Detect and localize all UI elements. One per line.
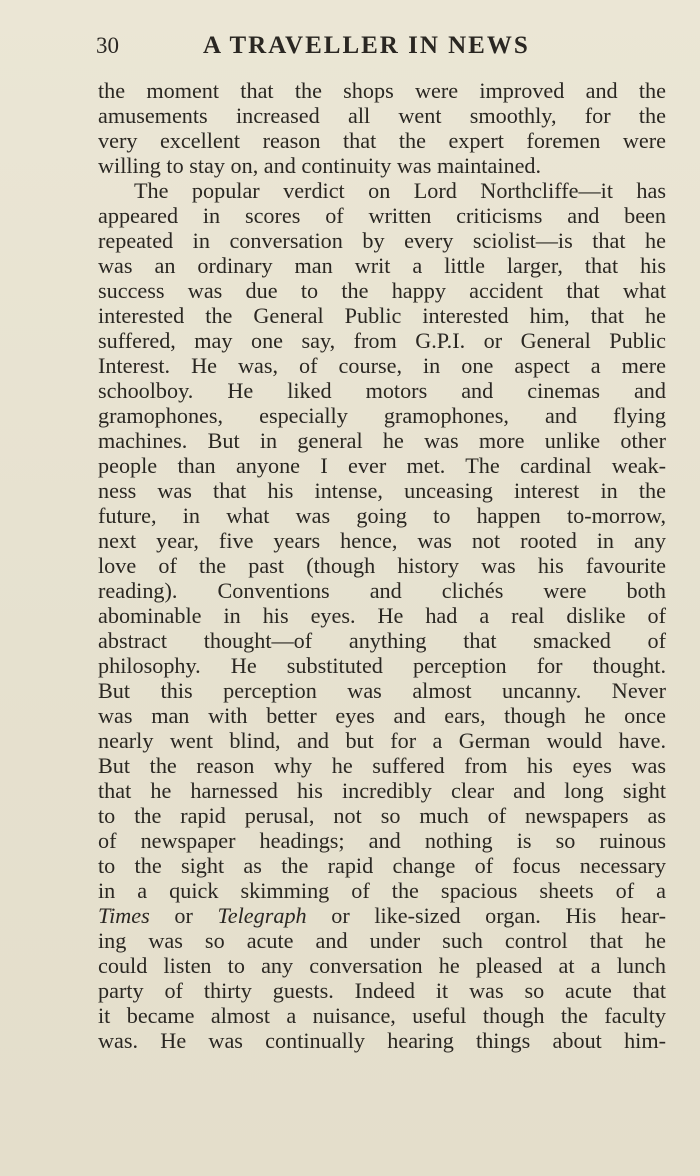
text-line: ness was that his intense, unceasing interest in the [98,478,666,503]
text-line: The popular verdict on Lord Northcliffe—it has [134,178,666,203]
text-line: could listen to any conversation he pleased at a lunch [98,953,666,978]
text-line: gramophones, especially gramophones, and flying [98,403,666,428]
text-fragment: or [149,903,218,928]
text-line: But this perception was almost uncanny. Never [98,678,666,703]
body-text [98,78,666,1053]
text-line: machines. But in general he was more unlike other [98,428,666,453]
italic-telegraph: Telegraph [217,903,307,928]
text-line: appeared in scores of written criticisms and been [98,203,666,228]
text-line: next year, five years hence, was not rooted in any [98,528,666,553]
text-line: abstract thought—of anything that smacked of [98,628,666,653]
text-line: party of thirty guests. Indeed it was so acute that [98,978,666,1003]
text-line: suffered, may one say, from G.P.I. or General Public [98,328,666,353]
page-header [96,30,576,62]
text-line: to the sight as the rapid change of focus necessary [98,853,666,878]
text-line: was man with better eyes and ears, though he once [98,703,666,728]
text-line: to the rapid perusal, not so much of newspapers as [98,803,666,828]
page-number: 30 [96,33,119,58]
text-line: repeated in conversation by every sciolist—is that he [98,228,666,253]
text-line [98,903,666,928]
text-line: willing to stay on, and continuity was maintained. [98,153,542,178]
text-line: future, in what was going to happen to-morrow, [98,503,666,528]
text-line: that he harnessed his incredibly clear and long sight [98,778,666,803]
text-line: ing was so acute and under such control that he [98,928,666,953]
text-line: people than anyone I ever met. The cardinal weak- [98,453,666,478]
text-line: interested the General Public interested him, that he [98,303,666,328]
text-line: Interest. He was, of course, in one aspect a mere [98,353,666,378]
text-line: it became almost a nuisance, useful though the faculty [98,1003,666,1028]
text-line: But the reason why he suffered from his eyes was [98,753,666,778]
text-line: of newspaper headings; and nothing is so ruinous [98,828,666,853]
text-line: schoolboy. He liked motors and cinemas and [98,378,666,403]
italic-times: Times [98,903,150,928]
text-line: the moment that the shops were improved and the [98,78,666,103]
text-line: abominable in his eyes. He had a real dislike of [98,603,666,628]
text-line: reading). Conventions and clichés were both [98,578,666,603]
text-line: in a quick skimming of the spacious sheets of a [98,878,666,903]
text-line: was an ordinary man writ a little larger, that his [98,253,666,278]
text-line: nearly went blind, and but for a German would have. [98,728,666,753]
running-head: A TRAVELLER IN NEWS [203,32,530,59]
text-line: success was due to the happy accident that what [98,278,666,303]
text-line: was. He was continually hearing things about him- [98,1028,666,1053]
text-fragment: or like-sized organ. His hear- [306,903,666,928]
text-line: love of the past (though history was his favourite [98,553,666,578]
text-line: amusements increased all went smoothly, for the [98,103,666,128]
text-line: philosophy. He substituted perception for thought. [98,653,666,678]
text-line: very excellent reason that the expert foremen were [98,128,666,153]
